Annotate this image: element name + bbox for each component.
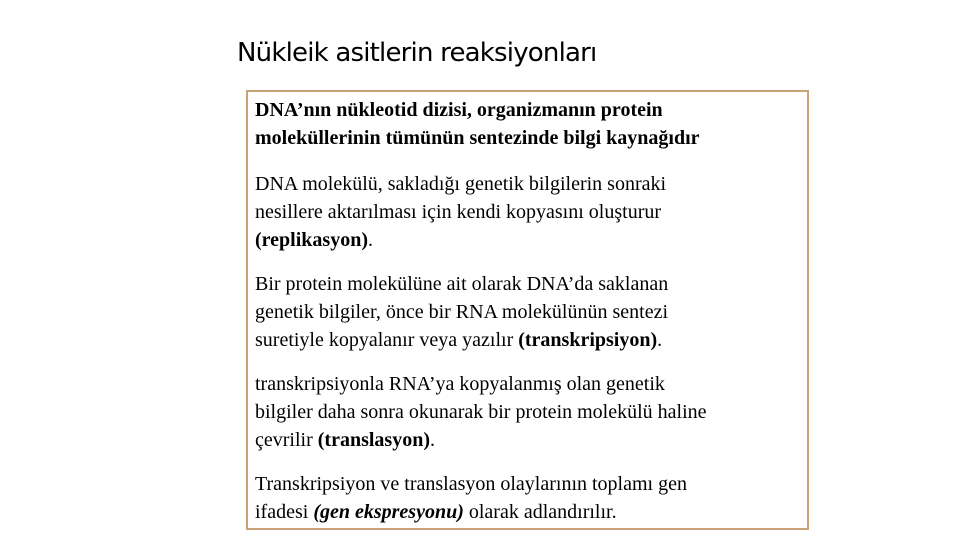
paragraph-transcription (255, 270, 668, 354)
paragraph-replication (255, 170, 666, 254)
paragraph-line (255, 426, 707, 454)
paragraph-line: Transkripsiyon ve translasyon olaylarının toplamı gen (255, 473, 687, 495)
paragraph-line: DNA molekülü, sakladığı genetik bilgilerin sonraki (255, 173, 667, 195)
paragraph-line (255, 226, 666, 254)
term-translation: (translasyon) (317, 429, 430, 451)
sentence-end: . (657, 329, 663, 351)
line-text: ifadesi (255, 501, 314, 523)
paragraph-line: Bir protein molekülüne ait olarak DNA’da saklanan (255, 273, 669, 295)
paragraph-line: moleküllerinin tümünün sentezinde bilgi kaynağıdır (255, 127, 700, 149)
slide-title: Nükleik asitlerin reaksiyonları (237, 38, 597, 68)
paragraph-line: genetik bilgiler, önce bir RNA molekülünün sentezi (255, 301, 668, 323)
paragraph-translation (255, 370, 707, 454)
paragraph-line: DNA’nın nükleotid dizisi, organizmanın protein (255, 99, 663, 121)
line-text: suretiyle kopyalanır veya yazılır (255, 329, 519, 351)
sentence-end: . (367, 229, 373, 251)
paragraph-line: transkripsiyonla RNA’ya kopyalanmış olan genetik (255, 373, 665, 395)
content-box (246, 90, 809, 530)
paragraph-line: nesillere aktarılması için kendi kopyasını oluşturur (255, 201, 662, 223)
sentence-end: . (429, 429, 435, 451)
term-transcription: (transkripsiyon) (518, 329, 658, 351)
paragraph-line (255, 326, 668, 354)
term-gene-expression: (gen ekspresyonu) (313, 501, 464, 523)
paragraph-line (255, 498, 687, 526)
paragraph-line: bilgiler daha sonra okunarak bir protein molekülü haline (255, 401, 707, 423)
term-replication: (replikasyon) (255, 229, 368, 251)
paragraph-dna-sequence (255, 96, 700, 152)
paragraph-gene-expression (255, 470, 687, 526)
line-text: çevrilir (255, 429, 318, 451)
line-text: olarak adlandırılır. (463, 501, 617, 523)
